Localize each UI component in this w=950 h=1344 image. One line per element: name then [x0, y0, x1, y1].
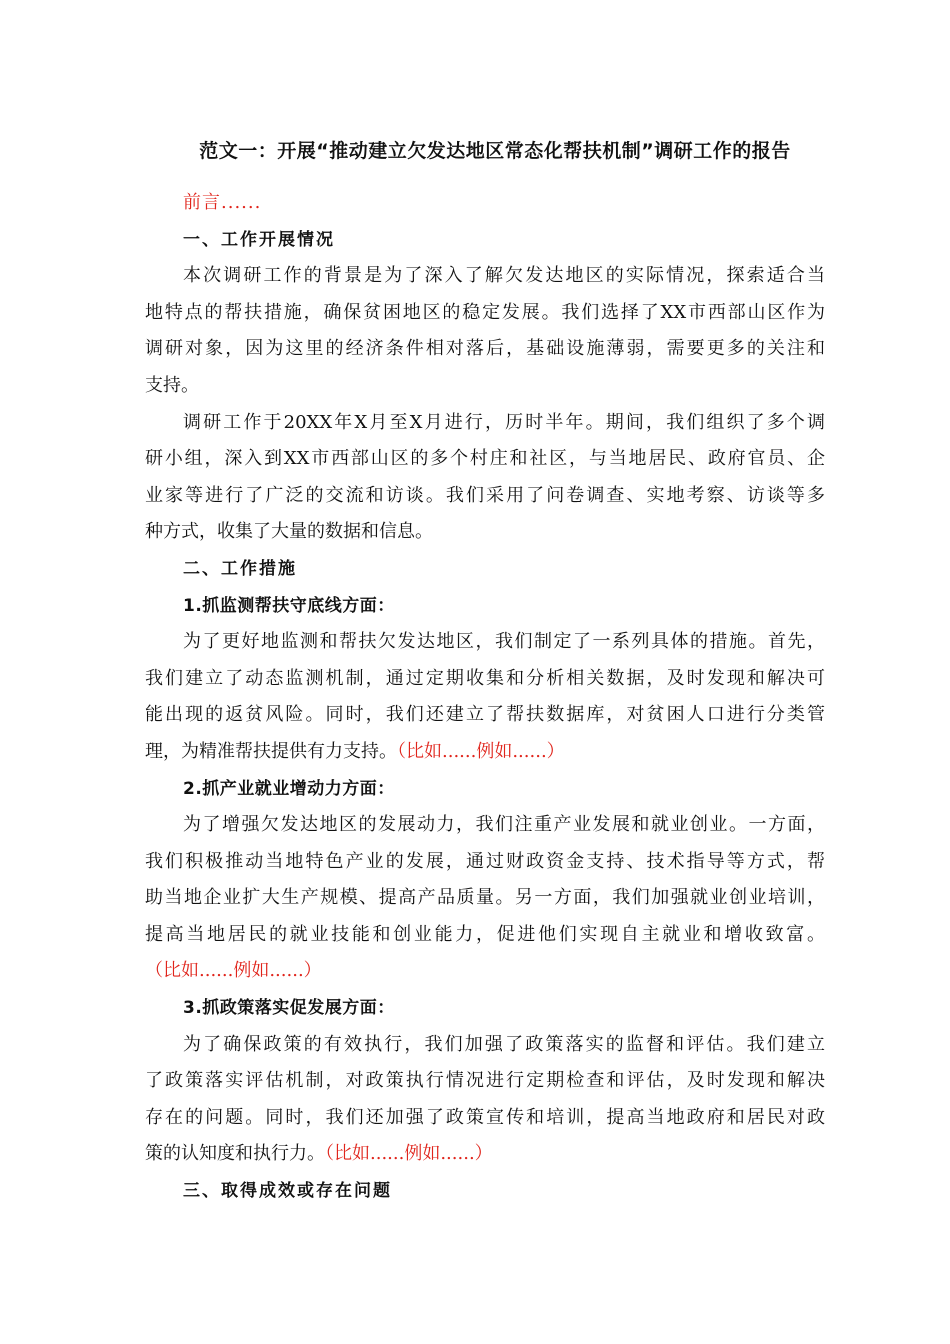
paragraph-text: 策的认知度和执行力。	[145, 1143, 325, 1165]
document-body	[145, 185, 825, 1210]
subsection-heading-monitoring: 1.抓监测帮扶守底线方面：	[183, 595, 395, 616]
paragraph-line: 我们建立了动态监测机制，通过定期收集和分析相关数据，及时发现和解决可	[145, 667, 825, 689]
paragraph-line: 为了增强欠发达地区的发展动力，我们注重产业发展和就业创业。一方面，	[183, 814, 825, 836]
paragraph-line: 能出现的返贫风险。同时，我们还建立了帮扶数据库，对贫困人口进行分类管	[145, 704, 825, 726]
paragraph-line: 提高当地居民的就业技能和创业能力，促进他们实现自主就业和增收致富。	[145, 923, 825, 945]
paragraph-text: 理，为精准帮扶提供有力支持。	[145, 740, 397, 762]
example-placeholder-note: （比如......例如......）	[145, 960, 322, 982]
paragraph-line: 助当地企业扩大生产规模、提高产品质量。另一方面，我们加强就业创业培训，	[145, 887, 825, 909]
paragraph-line: 本次调研工作的背景是为了深入了解欠发达地区的实际情况，探索适合当	[183, 265, 825, 287]
subsection-heading-industry-employment: 2.抓产业就业增动力方面：	[183, 778, 395, 799]
paragraph-line: 为了确保政策的有效执行，我们加强了政策落实的监督和评估。我们建立	[183, 1033, 825, 1055]
example-placeholder-note: （比如......例如......）	[325, 1143, 493, 1165]
preface-text: 前言......	[183, 192, 262, 213]
example-placeholder-note: （比如......例如......）	[397, 740, 565, 762]
paragraph-line: 地特点的帮扶措施，确保贫困地区的稳定发展。我们选择了XX市西部山区作为	[145, 301, 825, 323]
paragraph-line: 了政策落实评估机制，对政策执行情况进行定期检查和评估，及时发现和解决	[145, 1070, 825, 1092]
paragraph-line: 我们积极推动当地特色产业的发展，通过财政资金支持、技术指导等方式，帮	[145, 850, 825, 872]
paragraph-line: 研小组，深入到XX市西部山区的多个村庄和社区，与当地居民、政府官员、企	[145, 448, 825, 470]
paragraph-line: 存在的问题。同时，我们还加强了政策宣传和培训，提高当地政府和居民对政	[145, 1106, 825, 1128]
document-title: 范文一：开展“推动建立欠发达地区常态化帮扶机制”调研工作的报告	[199, 140, 791, 162]
paragraph-line	[145, 1136, 825, 1173]
paragraph-line: 种方式，收集了大量的数据和信息。	[145, 521, 433, 543]
paragraph-line: 业家等进行了广泛的交流和访谈。我们采用了问卷调查、实地考察、访谈等多	[145, 484, 825, 506]
section-heading-work-measures: 二、工作措施	[183, 558, 297, 579]
section-heading-work-progress: 一、工作开展情况	[183, 229, 335, 250]
paragraph-line: 调研对象，因为这里的经济条件相对落后，基础设施薄弱，需要更多的关注和	[145, 338, 825, 360]
section-heading-results-issues: 三、取得成效或存在问题	[183, 1181, 392, 1202]
paragraph-line	[145, 734, 825, 771]
paragraph-line: 支持。	[145, 374, 199, 396]
paragraph-line: 调研工作于20XX年X月至X月进行，历时半年。期间，我们组织了多个调	[183, 411, 825, 433]
subsection-heading-policy: 3.抓政策落实促发展方面：	[183, 998, 395, 1019]
paragraph-line: 为了更好地监测和帮扶欠发达地区，我们制定了一系列具体的措施。首先，	[183, 631, 825, 653]
